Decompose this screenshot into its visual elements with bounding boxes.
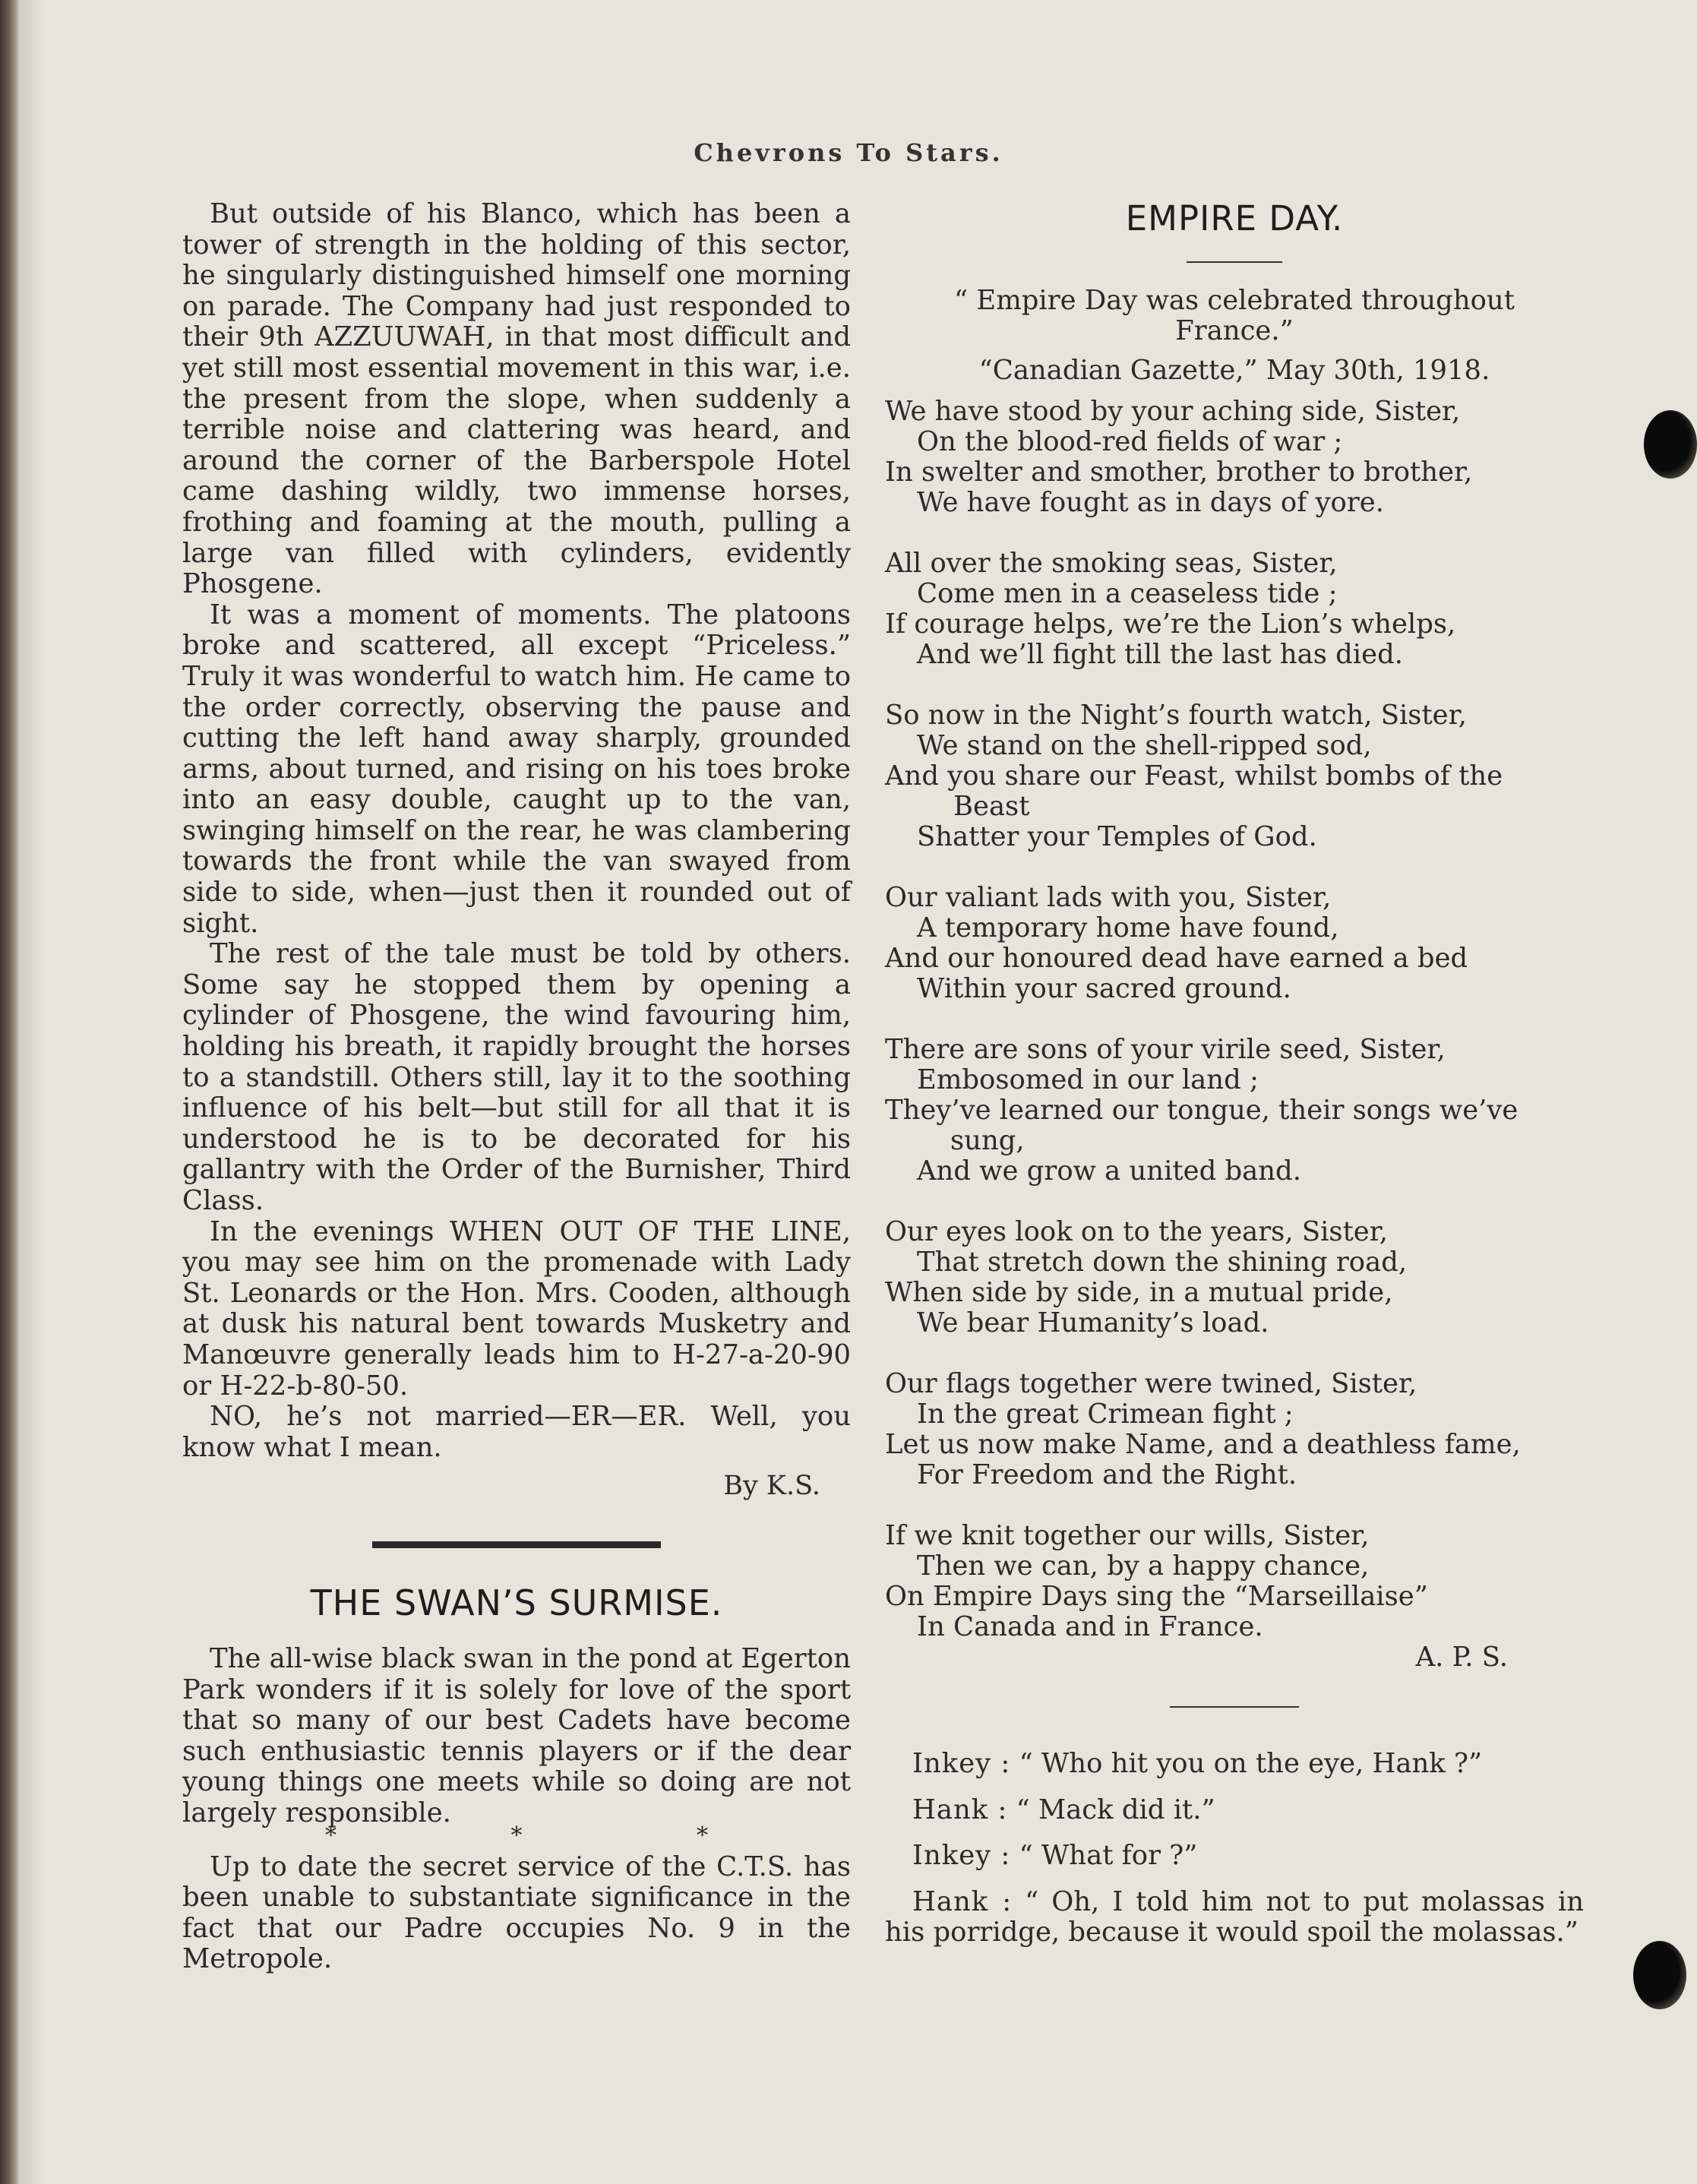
swan-paragraph: Up to date the secret service of the C.T.S. has been unable to substantiate significance in the fact that our Padre occupies No. 9 in the Metropole. [182, 1851, 851, 1975]
poem-line: In swelter and smother, brother to brother, [885, 457, 1473, 488]
poem-stanza [885, 548, 1584, 670]
poem-signature: A. P. S. [1415, 1642, 1508, 1673]
speaker-name: Hank : [912, 1794, 1008, 1825]
poem-stanza [885, 1369, 1584, 1490]
poem-line: When side by side, in a mutual pride, [885, 1277, 1393, 1308]
dialogue-line [885, 1795, 1584, 1826]
section-divider-rule [372, 1541, 661, 1548]
poem-stanza [885, 700, 1584, 852]
poem-line: If courage helps, we’re the Lion’s whelps, [885, 608, 1456, 640]
poem-line: Within your sacred ground. [917, 973, 1291, 1004]
poem-line: All over the smoking seas, Sister, [885, 548, 1338, 579]
poem-line: We bear Humanity’s load. [917, 1307, 1269, 1339]
dialogue-text: “ What for ?” [1019, 1840, 1198, 1872]
speaker-name: Hank : [912, 1885, 1013, 1917]
poem-line: In the great Crimean fight ; [917, 1399, 1294, 1430]
poem-line: Shatter your Temples of God. [917, 821, 1317, 852]
epigraph-line: France.” [1175, 315, 1294, 346]
poem-stanza [885, 883, 1584, 1004]
poem-line: Beast [953, 791, 1030, 822]
poem-line: In Canada and in France. [917, 1611, 1263, 1642]
poem-line: And we’ll fight till the last has died. [917, 639, 1403, 670]
article-paragraph: The rest of the tale must be told by others. Some say he stopped them by opening a cylinder of Phosgene, the wind favouring him, holding his breath, it rapidly brought the horses to a standstill. Others still, lay it to the soothing influence of his belt—but still for all that it is understood he is to be decorated for his gallantry with the Order of the Burnisher, Third Class. [182, 938, 851, 1216]
poem-line: Our eyes look on to the years, Sister, [885, 1216, 1389, 1247]
poem-line: A temporary home have found, [917, 912, 1339, 943]
dialogue-text: “ Who hit you on the eye, Hank ?” [1019, 1748, 1483, 1779]
asterism: * * * [324, 1822, 792, 1849]
poem-line: Embosomed in our land ; [917, 1064, 1259, 1095]
poem-line: And you share our Feast, whilst bombs of the [885, 760, 1503, 792]
page-gutter-shadow [20, 0, 43, 2184]
article-paragraph: But outside of his Blanco, which has been a tower of strength in the holding of this sector, he singularly distinguished himself one morning on parade. The Company had just responded to their 9th AZZUUWAH, in that most difficult and yet still most essential movement in this war, i.e. the present from the slope, when suddenly a terrible noise and clattering was heard, and around the corner of the Barberspole Hotel came dashing wildly, two immense horses, frothing and foaming at the mouth, pulling a large van filled with cylinders, evidently Phosgene. [182, 198, 851, 600]
poem-line: They’ve learned our tongue, their songs we’ve [885, 1095, 1518, 1126]
empire-title: EMPIRE DAY. [1125, 198, 1344, 239]
dialogue-line [885, 1887, 1584, 1949]
poem-line: Our valiant lads with you, Sister, [885, 882, 1332, 913]
swan-title: THE SWAN’S SURMISE. [310, 1582, 723, 1623]
poem-stanza [885, 1217, 1584, 1339]
poem-line: And our honoured dead have earned a bed [885, 943, 1468, 974]
article-signature: By K.S. [723, 1471, 820, 1502]
poem-line: We stand on the shell-ripped sod, [917, 730, 1372, 761]
article-paragraph: NO, he’s not married—ER—ER. Well, you know what I mean. [182, 1401, 851, 1463]
poem-line: That stretch down the shining road, [917, 1247, 1408, 1278]
running-header: Chevrons To Stars. [694, 138, 1003, 167]
right-column [885, 199, 1584, 1964]
poem-stanza [885, 1521, 1584, 1642]
poem-line: Come men in a ceaseless tide ; [917, 578, 1338, 609]
poem-line: sung, [950, 1125, 1025, 1156]
dialogue-text: “ Mack did it.” [1016, 1794, 1215, 1825]
poem-line: Our flags together were twined, Sister, [885, 1368, 1417, 1399]
poem-line: For Freedom and the Right. [917, 1459, 1297, 1490]
poem-line: We have stood by your aching side, Sister, [885, 396, 1461, 427]
book-binding-edge [0, 0, 20, 2184]
dialogue-text: “ Oh, I told him not to put molassas in his porridge, because it would spoil the molassas.” [885, 1885, 1585, 1949]
speaker-name: Inkey : [912, 1748, 1011, 1779]
dialogue [885, 1749, 1584, 1949]
poem-stanza [885, 1035, 1584, 1187]
poem-line: Let us now make Name, and a deathless fame, [885, 1429, 1521, 1460]
poem-line: So now in the Night’s fourth watch, Sister, [885, 700, 1467, 731]
speaker-name: Inkey : [912, 1840, 1011, 1872]
poem-line: And we grow a united band. [917, 1155, 1301, 1187]
dialogue-line [885, 1749, 1584, 1780]
dialogue-line [885, 1841, 1584, 1872]
binder-hole-top [1644, 410, 1697, 479]
poem-line: On Empire Days sing the “Marseillaise” [885, 1581, 1428, 1612]
poem-line: There are sons of your virile seed, Sister, [885, 1034, 1446, 1065]
binder-hole-bottom [1633, 1941, 1686, 2009]
poem-line: We have fought as in days of yore. [917, 487, 1384, 518]
epigraph-line: “ Empire Day was celebrated throughout [954, 285, 1515, 316]
poem-line: If we knit together our wills, Sister, [885, 1520, 1370, 1551]
poem-line: On the blood-red fields of war ; [917, 426, 1343, 457]
article-paragraph: In the evenings WHEN OUT OF THE LINE, you may see him on the promenade with Lady St. Leonards or the Hon. Mrs. Cooden, although at dusk his natural bent towards Musketry and Manœuvre generally leads him to H-27-a-20-90 or H-22-b-80-50. [182, 1215, 851, 1402]
left-column [182, 199, 851, 1975]
epigraph-source: “Canadian Gazette,” May 30th, 1918. [978, 355, 1490, 386]
poem-line: Then we can, by a happy chance, [917, 1550, 1370, 1582]
article-paragraph: It was a moment of moments. The platoons broke and scattered, all except “Priceless.” Truly it was wonderful to watch him. He came to the order correctly, observing the pause and cutting the left hand away sharply, grounded arms, about turned, and rising on his toes broke into an easy double, caught up to the van, swinging himself on the rear, he was clambering towards the front while the van swayed from side to side, when—just then it rounded out of sight. [182, 599, 851, 939]
swan-paragraph: The all-wise black swan in the pond at Egerton Park wonders if it is solely for love of the sport that so many of our best Cadets have become such enthusiastic tennis players or if the dear young things one meets while so doing are not largely responsible. [182, 1642, 851, 1828]
poem-stanza [885, 397, 1584, 518]
